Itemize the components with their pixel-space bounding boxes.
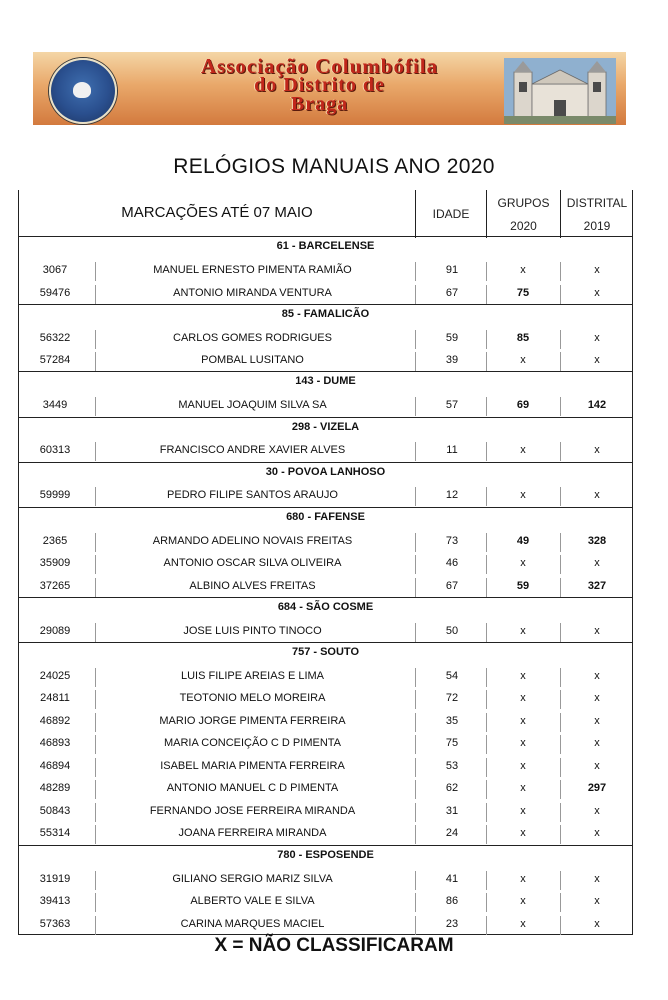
cell-divider (560, 578, 561, 597)
cell-divider (415, 352, 416, 371)
cell-divider (415, 533, 416, 552)
member-age: 57 (445, 399, 459, 411)
member-name: ANTONIO OSCAR SILVA OLIVEIRA (163, 557, 342, 569)
distrital-2019-value: 297 (587, 782, 607, 794)
grupos-2020-value: x (520, 625, 526, 637)
member-age: 54 (445, 670, 459, 682)
header-marcacoes: MARCAÇÕES ATÉ 07 MAIO (121, 204, 313, 221)
group-separator (18, 507, 633, 508)
distrital-2019-value: x (594, 918, 600, 930)
member-name: ANTONIO MIRANDA VENTURA (173, 287, 332, 299)
cell-divider (560, 397, 561, 416)
member-age: 75 (445, 737, 459, 749)
member-name: MANUEL JOAQUIM SILVA SA (178, 399, 327, 411)
cell-divider (560, 487, 561, 506)
member-id: 60313 (39, 444, 71, 456)
member-id: 29089 (39, 625, 71, 637)
cell-divider (415, 713, 416, 732)
member-id: 24025 (39, 670, 71, 682)
group-title: 30 - POVOA LANHOSO (265, 466, 386, 478)
member-age: 39 (445, 354, 459, 366)
group-separator (18, 236, 633, 237)
cell-divider (415, 262, 416, 281)
banner-line-3: Braga (290, 93, 349, 115)
group-title: 780 - ESPOSENDE (277, 849, 374, 861)
cell-divider (560, 893, 561, 912)
grupos-2020-value: x (520, 489, 526, 501)
member-name: MANUEL ERNESTO PIMENTA RAMIÃO (153, 264, 352, 276)
member-age: 50 (445, 625, 459, 637)
cell-divider (415, 825, 416, 844)
grupos-2020-value: x (520, 895, 526, 907)
distrital-2019-value: x (594, 354, 600, 366)
group-separator (18, 417, 633, 418)
cell-divider (415, 330, 416, 349)
header-distrital: DISTRITAL (566, 196, 628, 210)
member-age: 62 (445, 782, 459, 794)
cell-divider (415, 578, 416, 597)
member-name: CARLOS GOMES RODRIGUES (173, 332, 332, 344)
cell-divider (560, 803, 561, 822)
member-name: ARMANDO ADELINO NOVAIS FREITAS (152, 535, 353, 547)
member-id: 31919 (39, 873, 71, 885)
member-name: GILIANO SERGIO MARIZ SILVA (172, 873, 333, 885)
cell-divider (560, 871, 561, 890)
cell-divider (415, 668, 416, 687)
distrital-2019-value: x (594, 557, 600, 569)
header-distrital-year: 2019 (583, 219, 611, 233)
group-separator (18, 304, 633, 305)
cell-divider (415, 690, 416, 709)
member-name: POMBAL LUSITANO (201, 354, 304, 366)
member-name: CARINA MARQUES MACIEL (180, 918, 325, 930)
distrital-2019-value: x (594, 873, 600, 885)
grupos-2020-value: x (520, 782, 526, 794)
group-separator (18, 371, 633, 372)
distrital-2019-value: x (594, 737, 600, 749)
member-age: 41 (445, 873, 459, 885)
cell-divider (560, 758, 561, 777)
grupos-2020-value: 85 (516, 332, 530, 344)
member-id: 59476 (39, 287, 71, 299)
member-age: 35 (445, 715, 459, 727)
group-title: 680 - FAFENSE (286, 511, 365, 523)
member-name: MARIA CONCEIÇÃO C D PIMENTA (163, 737, 342, 749)
member-id: 50843 (39, 805, 71, 817)
grupos-2020-value: x (520, 805, 526, 817)
grupos-2020-value: x (520, 444, 526, 456)
cell-divider (415, 871, 416, 890)
grupos-2020-value: x (520, 557, 526, 569)
member-id: 59999 (39, 489, 71, 501)
distrital-2019-value: x (594, 827, 600, 839)
grupos-2020-value: x (520, 737, 526, 749)
group-title: 85 - FAMALICÃO (281, 308, 370, 320)
cell-divider (560, 623, 561, 642)
grupos-2020-value: x (520, 873, 526, 885)
distrital-2019-value: x (594, 715, 600, 727)
member-age: 86 (445, 895, 459, 907)
distrital-2019-value: x (594, 670, 600, 682)
grupos-2020-value: 75 (516, 287, 530, 299)
group-title: 757 - SOUTO (291, 646, 360, 658)
header-grupos: GRUPOS (497, 196, 550, 210)
distrital-2019-value: x (594, 805, 600, 817)
distrital-2019-value: x (594, 692, 600, 704)
grupos-2020-value: x (520, 354, 526, 366)
member-id: 56322 (39, 332, 71, 344)
group-separator (18, 642, 633, 643)
group-title: 684 - SÃO COSME (277, 601, 374, 613)
member-id: 39413 (39, 895, 71, 907)
distrital-2019-value: x (594, 489, 600, 501)
cell-divider (560, 780, 561, 799)
grupos-2020-value: x (520, 692, 526, 704)
cell-divider (415, 555, 416, 574)
cell-divider (415, 916, 416, 935)
cell-divider (415, 285, 416, 304)
cell-divider (415, 893, 416, 912)
group-title: 61 - BARCELENSE (276, 240, 375, 252)
member-id: 46894 (39, 760, 71, 772)
member-id: 48289 (39, 782, 71, 794)
group-separator (18, 845, 633, 846)
grupos-2020-value: x (520, 827, 526, 839)
cell-divider (415, 623, 416, 642)
member-id: 24811 (40, 692, 70, 704)
member-age: 23 (445, 918, 459, 930)
banner-line-1: Associação Columbófila (200, 54, 439, 78)
distrital-2019-value: x (594, 264, 600, 276)
member-id: 3449 (42, 399, 68, 411)
document-title: RELÓGIOS MANUAIS ANO 2020 (173, 155, 495, 178)
cell-divider (560, 713, 561, 732)
cell-divider (415, 397, 416, 416)
cell-divider (560, 735, 561, 754)
grupos-2020-value: 59 (516, 580, 530, 592)
cell-divider (415, 780, 416, 799)
member-age: 53 (445, 760, 459, 772)
member-id: 46893 (39, 737, 71, 749)
cell-divider (560, 533, 561, 552)
header-grupos-year: 2020 (510, 219, 537, 233)
member-age: 72 (445, 692, 459, 704)
cell-divider (560, 285, 561, 304)
cell-divider (560, 330, 561, 349)
cell-divider (415, 442, 416, 461)
header-idade: IDADE (432, 207, 470, 221)
distrital-2019-value: x (594, 895, 600, 907)
cell-divider (560, 442, 561, 461)
group-separator (18, 462, 633, 463)
cell-divider (560, 690, 561, 709)
member-id: 37265 (39, 580, 71, 592)
group-title: 143 - DUME (295, 375, 356, 387)
group-separator (18, 597, 633, 598)
cell-divider (415, 487, 416, 506)
distrital-2019-value: x (594, 287, 600, 299)
grupos-2020-value: x (520, 918, 526, 930)
member-age: 73 (445, 535, 459, 547)
cell-divider (560, 352, 561, 371)
cell-divider (560, 555, 561, 574)
distrital-2019-value: x (594, 332, 600, 344)
cell-divider (415, 735, 416, 754)
member-name: FRANCISCO ANDRE XAVIER ALVES (159, 444, 346, 456)
member-age: 24 (445, 827, 459, 839)
legend-footer: X = NÃO CLASSIFICARAM (214, 935, 454, 956)
cell-divider (415, 758, 416, 777)
member-name: ANTONIO MANUEL C D PIMENTA (166, 782, 339, 794)
distrital-2019-value: x (594, 625, 600, 637)
cell-divider (560, 262, 561, 281)
member-name: ALBINO ALVES FREITAS (189, 580, 316, 592)
member-id: 57363 (39, 918, 71, 930)
member-age: 67 (445, 287, 459, 299)
member-age: 59 (445, 332, 459, 344)
member-name: JOSE LUIS PINTO TINOCO (183, 625, 322, 637)
association-logo-icon (49, 58, 117, 124)
member-name: JOANA FERREIRA MIRANDA (178, 827, 327, 839)
cell-divider (560, 825, 561, 844)
member-age: 46 (445, 557, 459, 569)
distrital-2019-value: x (594, 444, 600, 456)
member-id: 2365 (42, 535, 68, 547)
cell-divider (560, 668, 561, 687)
member-name: TEOTONIO MELO MOREIRA (179, 692, 326, 704)
member-age: 12 (445, 489, 459, 501)
member-age: 91 (445, 264, 459, 276)
member-id: 3067 (42, 264, 68, 276)
grupos-2020-value: 69 (516, 399, 530, 411)
church-icon (504, 58, 616, 124)
member-name: FERNANDO JOSE FERREIRA MIRANDA (149, 805, 356, 817)
association-banner (33, 52, 626, 125)
member-id: 55314 (39, 827, 71, 839)
member-name: LUIS FILIPE AREIAS E LIMA (180, 670, 325, 682)
member-age: 11 (446, 444, 458, 456)
member-id: 35909 (39, 557, 71, 569)
member-id: 46892 (39, 715, 71, 727)
cell-divider (560, 916, 561, 935)
distrital-2019-value: 142 (587, 399, 607, 411)
member-name: MARIO JORGE PIMENTA FERREIRA (159, 715, 346, 727)
member-id: 57284 (39, 354, 71, 366)
group-title: 298 - VIZELA (291, 421, 360, 433)
grupos-2020-value: x (520, 715, 526, 727)
member-name: ISABEL MARIA PIMENTA FERREIRA (160, 760, 345, 772)
member-name: ALBERTO VALE E SILVA (190, 895, 315, 907)
member-age: 31 (445, 805, 459, 817)
grupos-2020-value: x (520, 264, 526, 276)
grupos-2020-value: x (520, 760, 526, 772)
grupos-2020-value: x (520, 670, 526, 682)
distrital-2019-value: 327 (587, 580, 607, 592)
distrital-2019-value: x (594, 760, 600, 772)
member-age: 67 (445, 580, 459, 592)
cell-divider (415, 803, 416, 822)
distrital-2019-value: 328 (587, 535, 607, 547)
grupos-2020-value: 49 (516, 535, 530, 547)
banner-line-2: do Distrito de (254, 74, 385, 96)
member-name: PEDRO FILIPE SANTOS ARAUJO (167, 489, 338, 501)
